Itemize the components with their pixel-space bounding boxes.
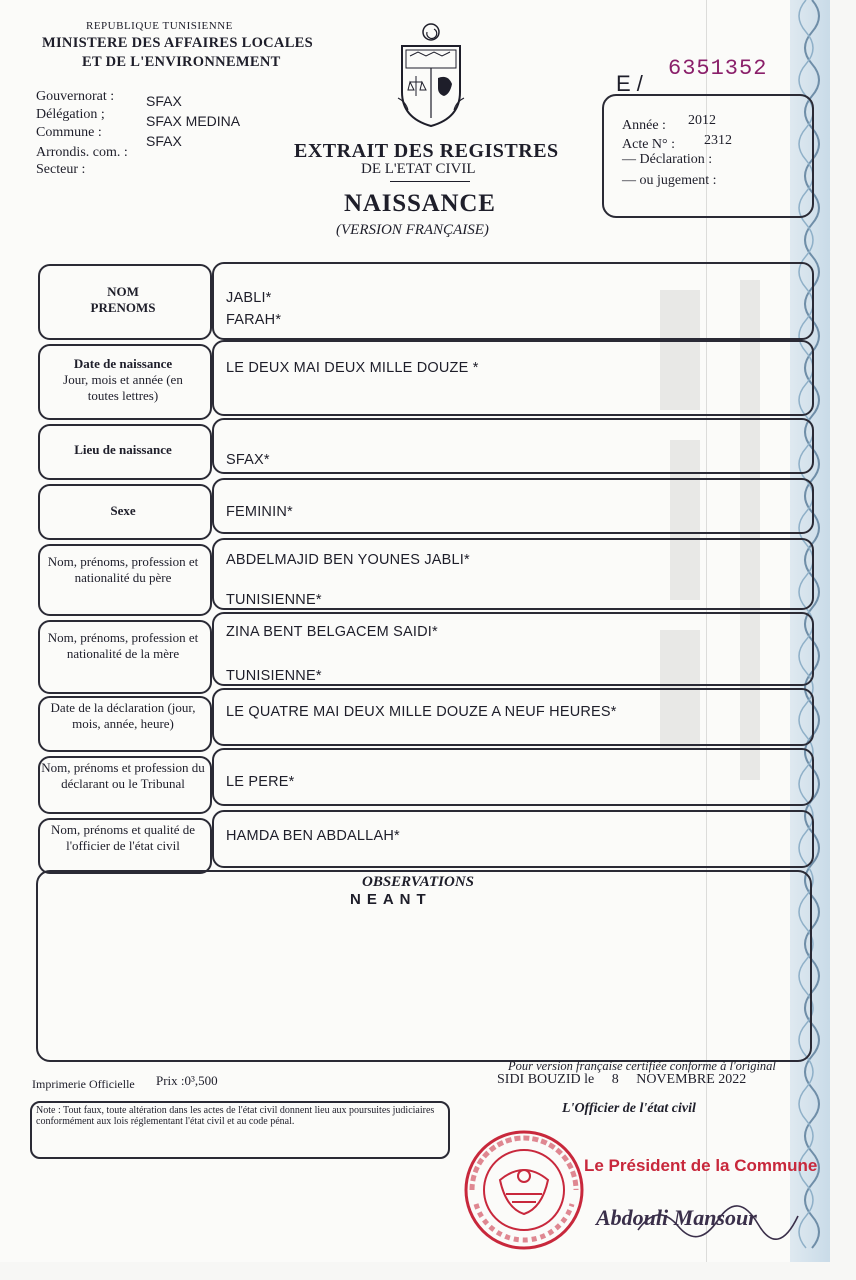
row-sexe-value-box (212, 478, 814, 534)
sexe-label-wrap (38, 503, 208, 519)
row-declarant-value-box (212, 748, 814, 806)
ministere-line2: ET DE L'ENVIRONNEMENT (82, 54, 281, 70)
handwritten-signature (636, 1200, 806, 1240)
title-version: (VERSION FRANÇAISE) (336, 222, 489, 238)
declarant-label: Nom, prénoms et profession du déclarant ou le Tribunal (41, 760, 205, 791)
mere-nationalite: TUNISIENNE* (226, 668, 322, 684)
sexe-value: FEMININ* (226, 504, 293, 520)
certification-text: Pour version française certifiée conforme à l'original (508, 1059, 776, 1073)
declaration-option-label: — Déclaration : (622, 152, 713, 167)
title-extrait: EXTRAIT DES REGISTRES (294, 140, 559, 162)
lieu-naissance-label: Lieu de naissance (74, 442, 172, 457)
prenoms-value: FARAH* (226, 312, 282, 328)
tunisia-coat-of-arms-icon (396, 22, 466, 130)
official-seal-stamp (462, 1128, 586, 1252)
title-etat-civil: DE L'ETAT CIVIL (361, 161, 476, 177)
annee-label: Année : (622, 118, 666, 133)
declarant-value: LE PERE* (226, 774, 295, 790)
observations-title: OBSERVATIONS (362, 874, 474, 890)
date-naissance-value: LE DEUX MAI DEUX MILLE DOUZE * (226, 360, 479, 376)
officier-label: Nom, prénoms et qualité de l'officier de l'état civil (50, 822, 196, 853)
republique-label: REPUBLIQUE TUNISIENNE (86, 20, 233, 32)
acte-value: 2312 (704, 133, 732, 148)
lieu-naissance-value: SFAX* (226, 452, 270, 468)
row-nom-value-box (212, 262, 814, 340)
mere-value: ZINA BENT BELGACEM SAIDI* (226, 624, 438, 640)
pere-value: ABDELMAJID BEN YOUNES JABLI* (226, 552, 470, 568)
observations-value: NEANT (350, 891, 432, 908)
delegation-value: SFAX MEDINA (146, 113, 241, 129)
lieu-naissance-label-wrap (38, 442, 208, 458)
gouvernorat-label: Gouvernorat : (36, 89, 115, 104)
nom-label: NOM (107, 284, 139, 299)
nom-prenoms-label (38, 284, 208, 316)
mere-label: Nom, prénoms, profession et nationalité de la mère (47, 630, 199, 661)
acte-label: Acte N° : (622, 137, 676, 152)
commune-value: SFAX (146, 133, 182, 149)
officier-value: HAMDA BEN ABDALLAH* (226, 828, 400, 844)
secteur-label: Secteur : (36, 162, 86, 177)
signature-name: Abdouli Mansour (596, 1205, 757, 1230)
arrondissement-label: Arrondis. com. : (36, 145, 128, 160)
jugement-option-label: — ou jugement : (622, 173, 717, 188)
row-lieu-value-box (212, 418, 814, 474)
commune-label: Commune : (36, 125, 102, 140)
delegation-label: Délégation ; (36, 107, 105, 122)
officier-etat-civil-label: L'Officier de l'état civil (562, 1101, 696, 1116)
annee-value: 2012 (688, 113, 716, 128)
date-naissance-label-bold: Date de naissance (73, 356, 173, 371)
title-divider (390, 181, 470, 182)
prenoms-label: PRENOMS (90, 300, 156, 315)
serial-number: 6351352 (668, 56, 768, 81)
signature-title: Le Président de la Commune (584, 1156, 818, 1175)
prix-label: Prix :0³,500 (156, 1073, 218, 1088)
title-naissance: NAISSANCE (344, 190, 496, 217)
pere-label: Nom, prénoms, profession et nationalité du père (47, 554, 199, 585)
row-date-value-box (212, 340, 814, 416)
declaration-value: LE QUATRE MAI DEUX MILLE DOUZE A NEUF HEURES* (226, 704, 617, 720)
ministere-line1: MINISTERE DES AFFAIRES LOCALES (42, 35, 314, 51)
serial-prefix: E / (616, 71, 643, 96)
imprimerie-label: Imprimerie Officielle (32, 1077, 135, 1091)
date-naissance-label (38, 356, 208, 404)
legal-note: Note : Tout faux, toute altération dans les actes de l'état civil donnent lieu aux poursuites judiciaires conformément aux lois réglementant l'état civil et au code pénal. (36, 1105, 435, 1127)
pere-nationalite: TUNISIENNE* (226, 592, 322, 608)
declaration-label: Date de la déclaration (jour, mois, année, heure) (50, 700, 196, 731)
lieu-date-delivrance: SIDI BOUZID le 8 NOVEMBRE 2022 (497, 1072, 747, 1087)
date-naissance-label-rest: Jour, mois et année (en toutes lettres) (63, 372, 183, 403)
gouvernorat-value: SFAX (146, 93, 182, 109)
nom-value: JABLI* (226, 290, 272, 306)
sexe-label: Sexe (110, 503, 136, 518)
